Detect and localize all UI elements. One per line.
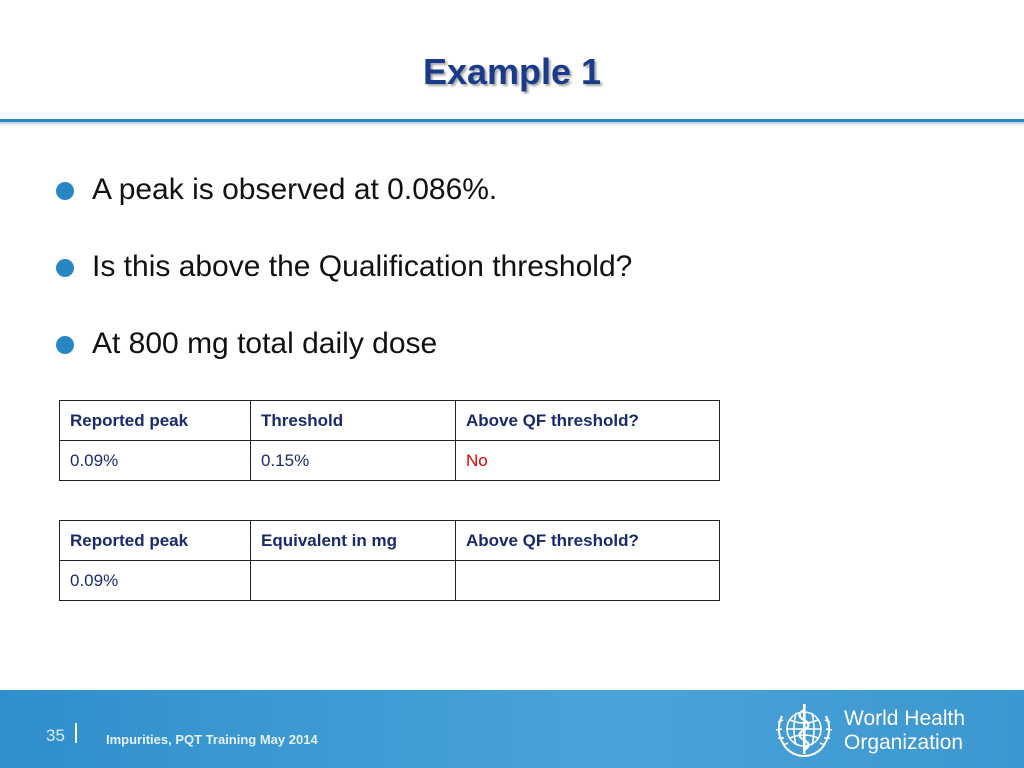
table-cell: 0.15%	[251, 441, 456, 481]
bullet-item	[56, 245, 956, 322]
who-name-line2: Organization	[844, 731, 964, 754]
bullet-text: A peak is observed at 0.086%.	[92, 173, 498, 206]
bullet-dot-icon	[56, 336, 74, 354]
table-header-row	[60, 401, 720, 441]
table-header-cell: Reported peak	[60, 521, 251, 561]
who-emblem-icon	[768, 698, 840, 764]
bullet-list	[56, 168, 956, 399]
table-header-cell: Above QF threshold?	[456, 401, 720, 441]
slide-title: Example 1	[422, 51, 602, 92]
bullet-dot-icon	[56, 182, 74, 200]
footer-caption: Impurities, PQT Training May 2014	[106, 732, 318, 747]
threshold-table	[59, 400, 720, 481]
table-cell-answer: No	[456, 441, 720, 481]
table-row	[60, 441, 720, 481]
who-name	[844, 707, 965, 755]
table-header-cell: Above QF threshold?	[456, 521, 720, 561]
bullet-item	[56, 322, 956, 399]
bullet-dot-icon	[56, 259, 74, 277]
table-cell	[456, 561, 720, 601]
title-divider-shadow	[0, 122, 1024, 126]
bullet-text: Is this above the Qualification threshold?	[92, 250, 633, 283]
table-cell: 0.09%	[60, 441, 251, 481]
equivalent-mg-table	[59, 520, 720, 601]
bullet-item	[56, 168, 956, 245]
table-cell	[251, 561, 456, 601]
page-number-separator	[75, 723, 77, 743]
bullet-text: At 800 mg total daily dose	[92, 327, 438, 360]
table-header-cell: Equivalent in mg	[251, 521, 456, 561]
who-name-line1: World Health	[844, 707, 965, 730]
table-header-row	[60, 521, 720, 561]
page-number: 35	[46, 726, 65, 745]
table-header-cell: Threshold	[251, 401, 456, 441]
table-row	[60, 561, 720, 601]
table-cell: 0.09%	[60, 561, 251, 601]
table-header-cell: Reported peak	[60, 401, 251, 441]
footer-bar	[0, 690, 1024, 768]
